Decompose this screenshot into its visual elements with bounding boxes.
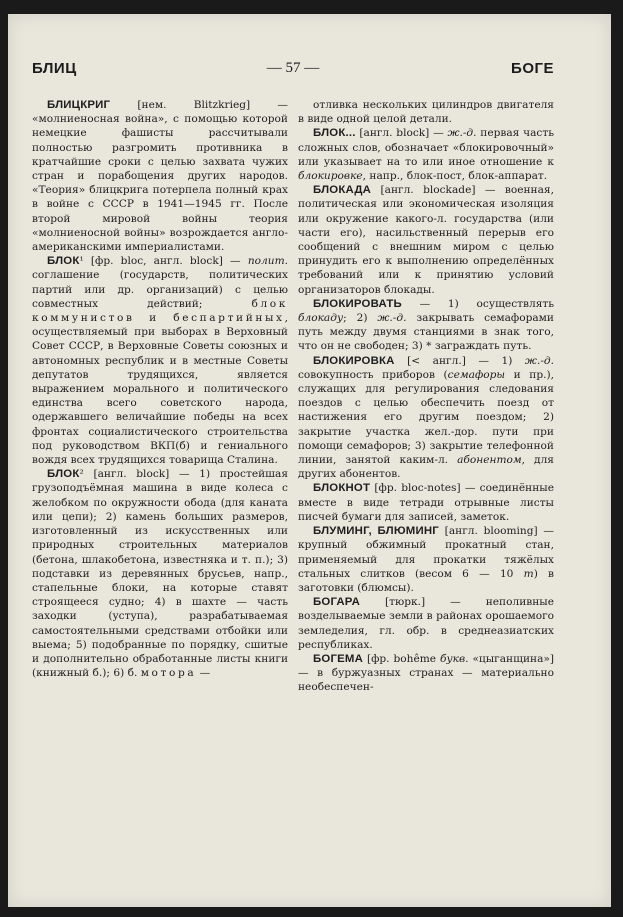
entry-text: — 1) осуществлять: [401, 297, 554, 310]
dictionary-entry: [298, 595, 554, 652]
entry-text: и пр.), служащих для регулирования следования поездов с целью обеспечить поезд от настижения его другим поездом; 2) закрытие участка жел.-дор. пути при помощи семафоров; 3) закрытие телефонной линии, занятой каким-л.: [298, 368, 554, 467]
entry-text: семафоры: [447, 368, 506, 381]
entry-text: [англ. block] —: [355, 127, 448, 140]
entry-text: «цыганщина»] — в буржуазных странах — материально необеспечен-: [298, 652, 554, 694]
entry-text: блокаду: [298, 312, 344, 325]
dictionary-entry: [298, 481, 554, 524]
entry-text: т: [523, 567, 534, 580]
entry-text: блок коммунистов и беспартийных: [32, 297, 288, 325]
entry-text: , осуществляемый при выборах в Верховный Совет СССР, в Верховные Советы союзных и автономных республик и в местные Советы депутатов трудящихся, является выражением морального и политического единства всего советского народа, одержавшего величайшие победы на всех фронтах социалистического строительства под руководством ВКП(б) и гениального вождя всех трудящихся товарища Сталина.: [32, 312, 288, 467]
entry-text: отливка нескольких цилиндров двигателя в виде одной целой детали.: [298, 99, 554, 126]
entry-text: ж.-д.: [447, 127, 477, 140]
entry-text: [< англ.] — 1): [394, 354, 525, 367]
entry-text: первая часть сложных слов, обозначает «блокировочный» или указывает на то или иное отношение к: [298, 127, 554, 168]
header-left-guide-word: БЛИЦ: [32, 60, 77, 77]
entry-text: [нем. Blitzkrieg] — «молниеносная война», с помощью которой немецкие фашисты рассчитывали полностью разгромить противника в кратчайшие сроки с целью захвата чужих стран и порабощения других народов. «Теория» блицкрига потерпела полный крах в войне с СССР в 1941—1945 гг. После второй мировой войны теория «молниеносной войны» возрождается англо-американскими империалистами.: [32, 99, 288, 254]
entry-text: совокупность приборов (: [298, 368, 448, 381]
dictionary-entry: [298, 297, 554, 354]
dictionary-entry: [298, 126, 554, 183]
entry-text: [фр. bohême: [363, 652, 441, 665]
entry-text: ; 2): [343, 312, 378, 325]
entry-text: [фр. bloc-notes] — соединённые вместе в виде тетради отрывные листы писчей бумаги для записей, заметок.: [298, 482, 554, 523]
entry-text: , напр., блок-пост, блок-аппарат.: [362, 170, 548, 183]
dictionary-entry: [298, 98, 554, 126]
entry-text: букв.: [440, 652, 469, 665]
entry-text: блокировке: [298, 170, 363, 183]
entry-text: ² [англ. block] — 1) простейшая грузоподъёмная машина в виде колеса с желобком по окружности обода (для каната или цепи); 2) камень больших размеров, изготовленный из искусственных или природных строительных материалов (бетона, шлакобетона, известняка и т. п.); 3) подставки из деревянных брусьев, напр., стапельные блоки, на которые ставят строящееся судно; 4) в шахте — часть заходки (уступа), разрабатываемая самостоятельными средствами отбойки или выема; 5) подобранные по порядку, сшитые и дополнительно обработанные листы книги (книжный б.); 6) б.: [32, 468, 288, 680]
entry-text: [англ. blooming] — крупный обжимный прокатный стан, применяемый для прокатки тяжёлых стальных слитков (весом 6 — 10: [298, 525, 554, 580]
page-number: — 57 —: [266, 60, 320, 76]
dictionary-page: [8, 14, 611, 907]
entry-headword: БОГЕМА: [313, 652, 364, 665]
entry-text: —: [196, 667, 211, 680]
entry-headword: БЛОКНОТ: [313, 482, 371, 495]
dictionary-entry: [32, 254, 288, 467]
right-column: [298, 98, 554, 695]
page-header: [32, 60, 554, 80]
entry-text: ¹ [фр. bloc, англ. block] —: [79, 255, 248, 268]
entry-text: [англ. blockade] — военная, политическая или экономическая изоляция или окружение какого-л. государства (или части его), насильственный перерыв его сообщений с внешним миром с целью принудить его к выполнению определённых требований или к принятию условий организаторов блокады.: [298, 184, 554, 296]
entry-headword: БЛОКИРОВАТЬ: [313, 297, 402, 310]
entry-headword: БОГАРА: [313, 596, 361, 609]
dictionary-entry: [32, 98, 288, 254]
entry-text: ) в заготовки (блюмсы).: [298, 567, 554, 594]
entry-text: соглашение (государств, политических партий или др. организаций) с целью совместных действий;: [32, 269, 288, 310]
dictionary-entry: [298, 652, 554, 695]
entry-text: ж.-д.: [524, 354, 554, 367]
header-right-guide-word: БОГЕ: [511, 60, 554, 77]
entry-headword: БЛОК: [47, 468, 80, 481]
entry-headword: БЛОКАДА: [313, 184, 372, 197]
entry-headword: БЛИЦКРИГ: [47, 99, 111, 111]
entry-headword: БЛУМИНГ, БЛЮМИНГ: [313, 525, 439, 538]
entry-headword: БЛОК: [47, 255, 80, 268]
entry-text: закрывать семафорами путь между двумя станциями в знак того, что он не свободен; 3) * заграждать путь.: [298, 312, 554, 353]
entry-text: [тюрк.] — неполивные возделываемые земли в районах орошаемого земледелия, гл. обр. в среднеазиатских республиках.: [298, 596, 554, 651]
entry-text: мотора: [140, 667, 197, 680]
entry-text: полит.: [247, 255, 288, 268]
entry-text: ж.-д.: [377, 312, 407, 325]
left-column: [32, 98, 288, 680]
entry-text: , для других абонентов.: [298, 454, 554, 481]
dictionary-entry: [32, 467, 288, 680]
dictionary-entry: [298, 524, 554, 595]
entry-headword: БЛОКИРОВКА: [313, 354, 395, 367]
entry-text: абонентом: [457, 454, 522, 467]
entry-headword: БЛОК...: [313, 127, 356, 140]
dictionary-entry: [298, 354, 554, 482]
dictionary-entry: [298, 183, 554, 297]
